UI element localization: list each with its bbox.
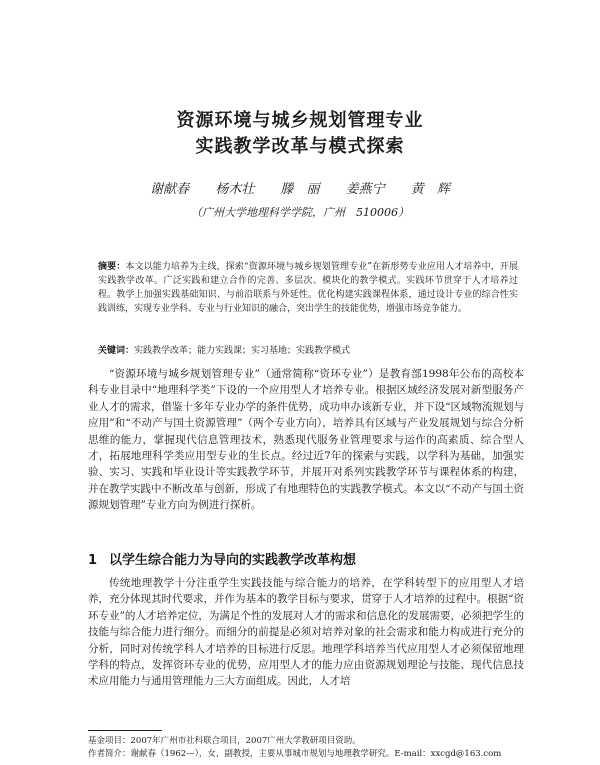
author-name: 黄 辉: [410, 182, 450, 197]
paper-title-line1: 资源环境与城乡规划管理专业: [176, 110, 424, 131]
section-heading: [88, 549, 356, 568]
author-name: 杨木壮: [215, 182, 255, 197]
keywords-text: 实践教学改革；能力实践课；实习基地；实践教学模式: [134, 346, 351, 356]
section-number: 1: [88, 553, 98, 568]
keywords-label: 关键词：: [98, 346, 135, 356]
footnote-fund: 基金项目：2007年广州市社科联合项目，2007广州大学教研项目资助。: [88, 736, 361, 746]
abstract-text: 本文以能力培养为主线，探索“资源环境与城乡规划管理专业”在新形势专业应用人才培养中，开展实践教学改革。广泛实践和建立合作的完善、多层次、模块化的教学模式。实践环节贯穿于人才培养过程。教学上加强实践基础知识、与前沿联系与外延性。优化构建实践课程体系，通过设计专业的综合性实践训练，实现专业学科、专业与行业知识的融合，突出学生的技能优势，增强市场竞争能力。: [98, 262, 518, 314]
keywords: [98, 344, 518, 358]
author-name: 姜燕宁: [345, 182, 385, 197]
author-name: 滕 丽: [280, 182, 320, 197]
section1-paragraph: 传统地理教学十分注重学生实践技能与综合能力的培养，在学科转型下的应用型人才培养，充分体现其时代要求，并作为基本的教学目标与要求，贯穿于人才培养的过程中。根据“资环专业”的人才培养定位，为满足个性的发展对人才的需求和信息化的发展需要，必须把学生的技能与综合能力进行细分。而细分的前提是必须对培养对象的社会需求和能力构成进行充分的分析，同时对传统学科人才培养的目标进行反思。地理学科培养当代应用型人才必须保留地理学科的特点，发挥资环专业的优势，应用型人才的能力应由资源规划理论与技能、现代信息技术应用能力与通用管理能力三大方面组成。因此，人才培: [88, 577, 524, 688]
author-list: [0, 178, 600, 197]
affiliation: （广州大学地理科学学院，广州 510006）: [191, 206, 409, 219]
footnote-divider: [88, 730, 162, 731]
section-title: 以学生综合能力为导向的实践教学改革构想: [109, 553, 357, 568]
abstract: [98, 260, 518, 344]
intro-paragraph: “资源环境与城乡规划管理专业”（通常简称“资环专业”）是教育部1998年公布的高校本科专业目录中“地理科学类”下设的一个应用型人才培养专业。根据区域经济发展对新型服务产业人才的需求，借鉴十多年专业办学的条件优势，成功申办该新专业，并下设“区域物流规划与应用”和“不动产与国土资源管理”（两个专业方向），培养具有区域与产业发展规划与综合分析思维的能力，掌握现代信息管理技术，熟悉现代服务业管理要求与运作的高素质、综合型人才，拓展地理科学类应用型专业的生长点。经过近7年的探索与实践，以学科为基础，加强实验、实习、实践和毕业设计等实践教学环节，并展开对系列实践教学环节与课程体系的构建，并在教学实践中不断改革与创新，形成了有地理特色的实践教学模式。本文以“不动产与国土资源规划管理”专业方向为例进行探析。: [88, 368, 524, 512]
abstract-label: 摘要：: [98, 262, 126, 272]
author-name: 谢献春: [150, 182, 190, 197]
paper-title-line2: 实践教学改革与模式探索: [195, 136, 405, 157]
footnote-author: 作者简介：谢献春（1962—），女，副教授，主要从事城市规划与地理教学研究。E-mail：xxcgd@163.com: [88, 749, 502, 759]
